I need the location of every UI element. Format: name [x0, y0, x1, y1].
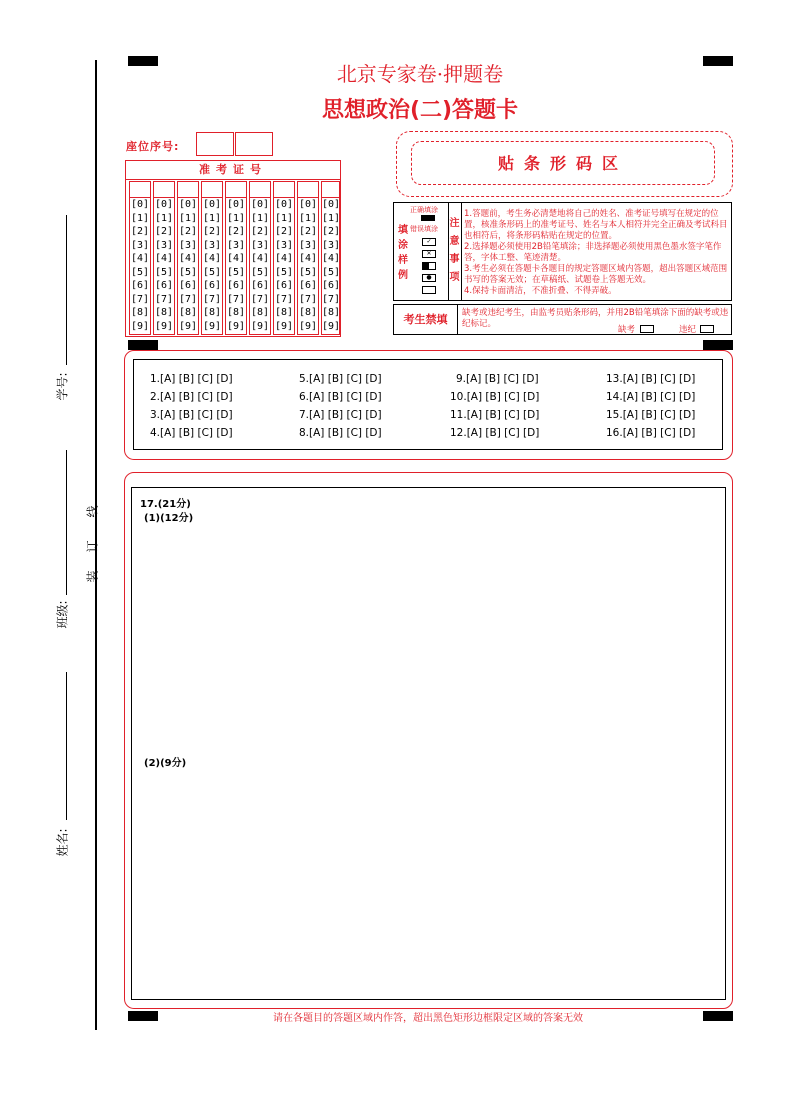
- notice-item: 3.考生必须在答题卡各题目的规定答题区域内答题，超出答题区域范围书写的答案无效；在草稿纸、试题卷上答题无效。: [464, 264, 728, 285]
- examinee-do-not-fill-box: [393, 304, 732, 335]
- choice-question[interactable]: 7.[A] [B] [C] [D]: [299, 409, 382, 421]
- violation-label: 违纪: [679, 325, 697, 335]
- student-number-line[interactable]: [66, 215, 67, 365]
- absent-checkbox[interactable]: [640, 325, 654, 333]
- student-number-label: 学号:: [55, 372, 70, 401]
- exam-id-column[interactable]: [0] [1] [2] [3] [4] [5] [6] [7] [8] [9]: [177, 181, 199, 335]
- wrong-fill-label: 错误填涂: [410, 225, 438, 233]
- choice-question[interactable]: 4.[A] [B] [C] [D]: [150, 427, 233, 439]
- class-label: 班级:: [55, 600, 70, 629]
- choice-question[interactable]: 3.[A] [B] [C] [D]: [150, 409, 233, 421]
- wrong-fill-check: ✓: [422, 238, 436, 246]
- exam-id-column[interactable]: [0] [1] [2] [3] [4] [5] [6] [7] [8] [9]: [273, 181, 295, 335]
- answer-card-title: 思想政治(二)答题卡: [321, 98, 519, 123]
- do-not-fill-label: 考生禁填: [394, 305, 458, 334]
- barcode-label: 贴条形码区: [411, 141, 715, 185]
- notice-item: 4.保持卡面清洁，不准折叠、不得弄破。: [464, 286, 617, 296]
- absent-label: 缺考: [618, 325, 636, 335]
- exam-id-column[interactable]: [0] [1] [2] [3] [4] [5] [6] [7] [8] [9]: [153, 181, 175, 335]
- question-17-label: 17.(21分): [140, 499, 191, 510]
- choice-question[interactable]: 5.[A] [B] [C] [D]: [299, 373, 382, 385]
- multiple-choice-section: [124, 350, 733, 460]
- binding-char-ding: 订: [85, 540, 100, 553]
- notice-title: 注意事项: [448, 203, 462, 300]
- choice-question[interactable]: 8.[A] [B] [C] [D]: [299, 427, 382, 439]
- exam-series-title: 北京专家卷·押题卷: [336, 62, 504, 86]
- choice-question[interactable]: 2.[A] [B] [C] [D]: [150, 391, 233, 403]
- choice-question[interactable]: 12.[A] [B] [C] [D]: [450, 427, 540, 439]
- choice-question[interactable]: 6.[A] [B] [C] [D]: [299, 391, 382, 403]
- fill-example-title: 填涂样例: [398, 225, 408, 281]
- binding-char-zhuang: 装: [85, 570, 100, 583]
- wrong-fill-half: [422, 262, 436, 270]
- choice-question[interactable]: 14.[A] [B] [C] [D]: [606, 391, 696, 403]
- notice-item: 1.答题前，考生务必清楚地将自己的姓名、准考证号填写在规定的位置，核准条形码上的准考证号、姓名与本人相符并完全正确及考试科目也相符后，将条形码粘贴在规定的位置。: [464, 209, 728, 241]
- wrong-fill-cross: ✕: [422, 250, 436, 258]
- binding-char-xian: 线: [85, 505, 100, 518]
- choice-question[interactable]: 1.[A] [B] [C] [D]: [150, 373, 233, 385]
- exam-id-grid: [125, 160, 341, 337]
- exam-id-column[interactable]: [0] [1] [2] [3] [4] [5] [6] [7] [8] [9]: [321, 181, 340, 335]
- choice-question[interactable]: 9.[A] [B] [C] [D]: [456, 373, 539, 385]
- part-2-label: (2)(9分): [144, 758, 187, 769]
- exam-id-column[interactable]: [0] [1] [2] [3] [4] [5] [6] [7] [8] [9]: [129, 181, 151, 335]
- notice-list: [464, 209, 730, 297]
- seat-number-box-1[interactable]: [196, 132, 234, 156]
- name-line[interactable]: [66, 672, 67, 820]
- correct-fill-mark: [421, 215, 435, 221]
- registration-mark-mid-right: [703, 340, 733, 350]
- answer-section-17: [124, 472, 733, 1009]
- exam-id-column[interactable]: [0] [1] [2] [3] [4] [5] [6] [7] [8] [9]: [201, 181, 223, 335]
- answer-writing-area[interactable]: [131, 487, 726, 1000]
- exam-id-title: 准考证号: [126, 161, 340, 180]
- choice-question[interactable]: 10.[A] [B] [C] [D]: [450, 391, 540, 403]
- multiple-choice-grid: [133, 359, 723, 450]
- choice-question[interactable]: 11.[A] [B] [C] [D]: [450, 409, 540, 421]
- do-not-fill-text: 缺考或违纪考生，由监考员贴条形码，并用2B铅笔填涂下面的缺考或违纪标记。: [462, 308, 729, 329]
- part-1-label: (1)(12分): [144, 513, 194, 524]
- notice-item: 2.选择题必须使用2B铅笔填涂；非选择题必须使用黑色墨水签字笔作答，字体工整、笔迹清楚。: [464, 242, 722, 263]
- violation-checkbox[interactable]: [700, 325, 714, 333]
- class-line[interactable]: [66, 450, 67, 595]
- choice-question[interactable]: 13.[A] [B] [C] [D]: [606, 373, 696, 385]
- exam-id-column[interactable]: [0] [1] [2] [3] [4] [5] [6] [7] [8] [9]: [249, 181, 271, 335]
- choice-question[interactable]: 15.[A] [B] [C] [D]: [606, 409, 696, 421]
- registration-mark-mid-left: [128, 340, 158, 350]
- exam-id-column[interactable]: [0] [1] [2] [3] [4] [5] [6] [7] [8] [9]: [225, 181, 247, 335]
- name-label: 姓名:: [55, 828, 70, 857]
- wrong-fill-dot: ●: [422, 274, 436, 282]
- wrong-fill-empty: [422, 286, 436, 294]
- notice-box: [393, 202, 732, 301]
- seat-number-box-2[interactable]: [235, 132, 273, 156]
- exam-id-column[interactable]: [0] [1] [2] [3] [4] [5] [6] [7] [8] [9]: [297, 181, 319, 335]
- fill-example: [394, 203, 449, 300]
- seat-number-label: 座位序号:: [126, 140, 180, 153]
- choice-question[interactable]: 16.[A] [B] [C] [D]: [606, 427, 696, 439]
- correct-fill-label: 正确填涂: [410, 206, 438, 214]
- barcode-area: [396, 131, 733, 197]
- footer-warning: 请在各题目的答题区域内作答，超出黑色矩形边框限定区域的答案无效: [273, 1013, 583, 1024]
